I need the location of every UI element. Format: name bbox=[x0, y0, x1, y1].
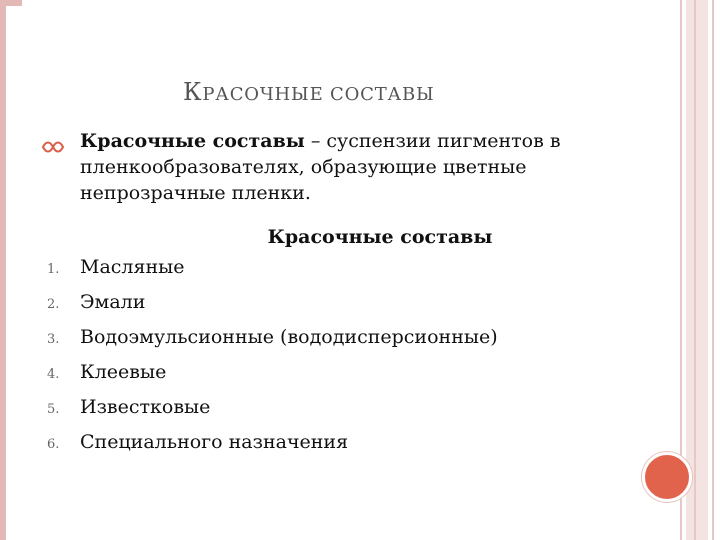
right-rail-line bbox=[694, 0, 696, 540]
top-border-accent bbox=[0, 0, 22, 6]
list-item-number: 5. bbox=[47, 402, 60, 417]
list-item bbox=[0, 326, 600, 360]
list-item bbox=[0, 431, 600, 465]
list-item-number: 4. bbox=[47, 367, 60, 382]
list-item-label: Масляные bbox=[80, 256, 185, 278]
right-rail-line bbox=[712, 0, 714, 540]
list-item-label: Эмали bbox=[80, 291, 146, 313]
list-item-number: 6. bbox=[47, 437, 60, 452]
decorative-circle-icon bbox=[642, 452, 692, 502]
list-item bbox=[0, 291, 600, 325]
list-item-label: Клеевые bbox=[80, 361, 167, 383]
list-heading-text: Красочные составы bbox=[267, 226, 493, 248]
list-heading bbox=[0, 226, 660, 248]
list-item bbox=[0, 361, 600, 395]
definition-term: Красочные составы bbox=[80, 130, 305, 152]
list-item-number: 2. bbox=[47, 297, 60, 312]
right-rail-band bbox=[686, 0, 708, 540]
definition-paragraph bbox=[80, 128, 650, 206]
list-item bbox=[0, 256, 600, 290]
list-item-label: Известковые bbox=[80, 396, 211, 418]
definition-text: – суспензии пигментов в пленкообразователях, образующие цветные непрозрачные пленки. bbox=[80, 130, 561, 204]
list-item-label: Водоэмульсионные (вододисперсионные) bbox=[80, 326, 498, 348]
list-item-number: 1. bbox=[47, 262, 60, 277]
list-item-number: 3. bbox=[47, 332, 60, 347]
list-item-label: Специального назначения bbox=[80, 431, 349, 453]
list-item bbox=[0, 396, 600, 430]
slide-title: КРАСОЧНЫЕ СОСТАВЫ bbox=[183, 78, 435, 106]
ornate-bullet-icon bbox=[42, 140, 64, 154]
